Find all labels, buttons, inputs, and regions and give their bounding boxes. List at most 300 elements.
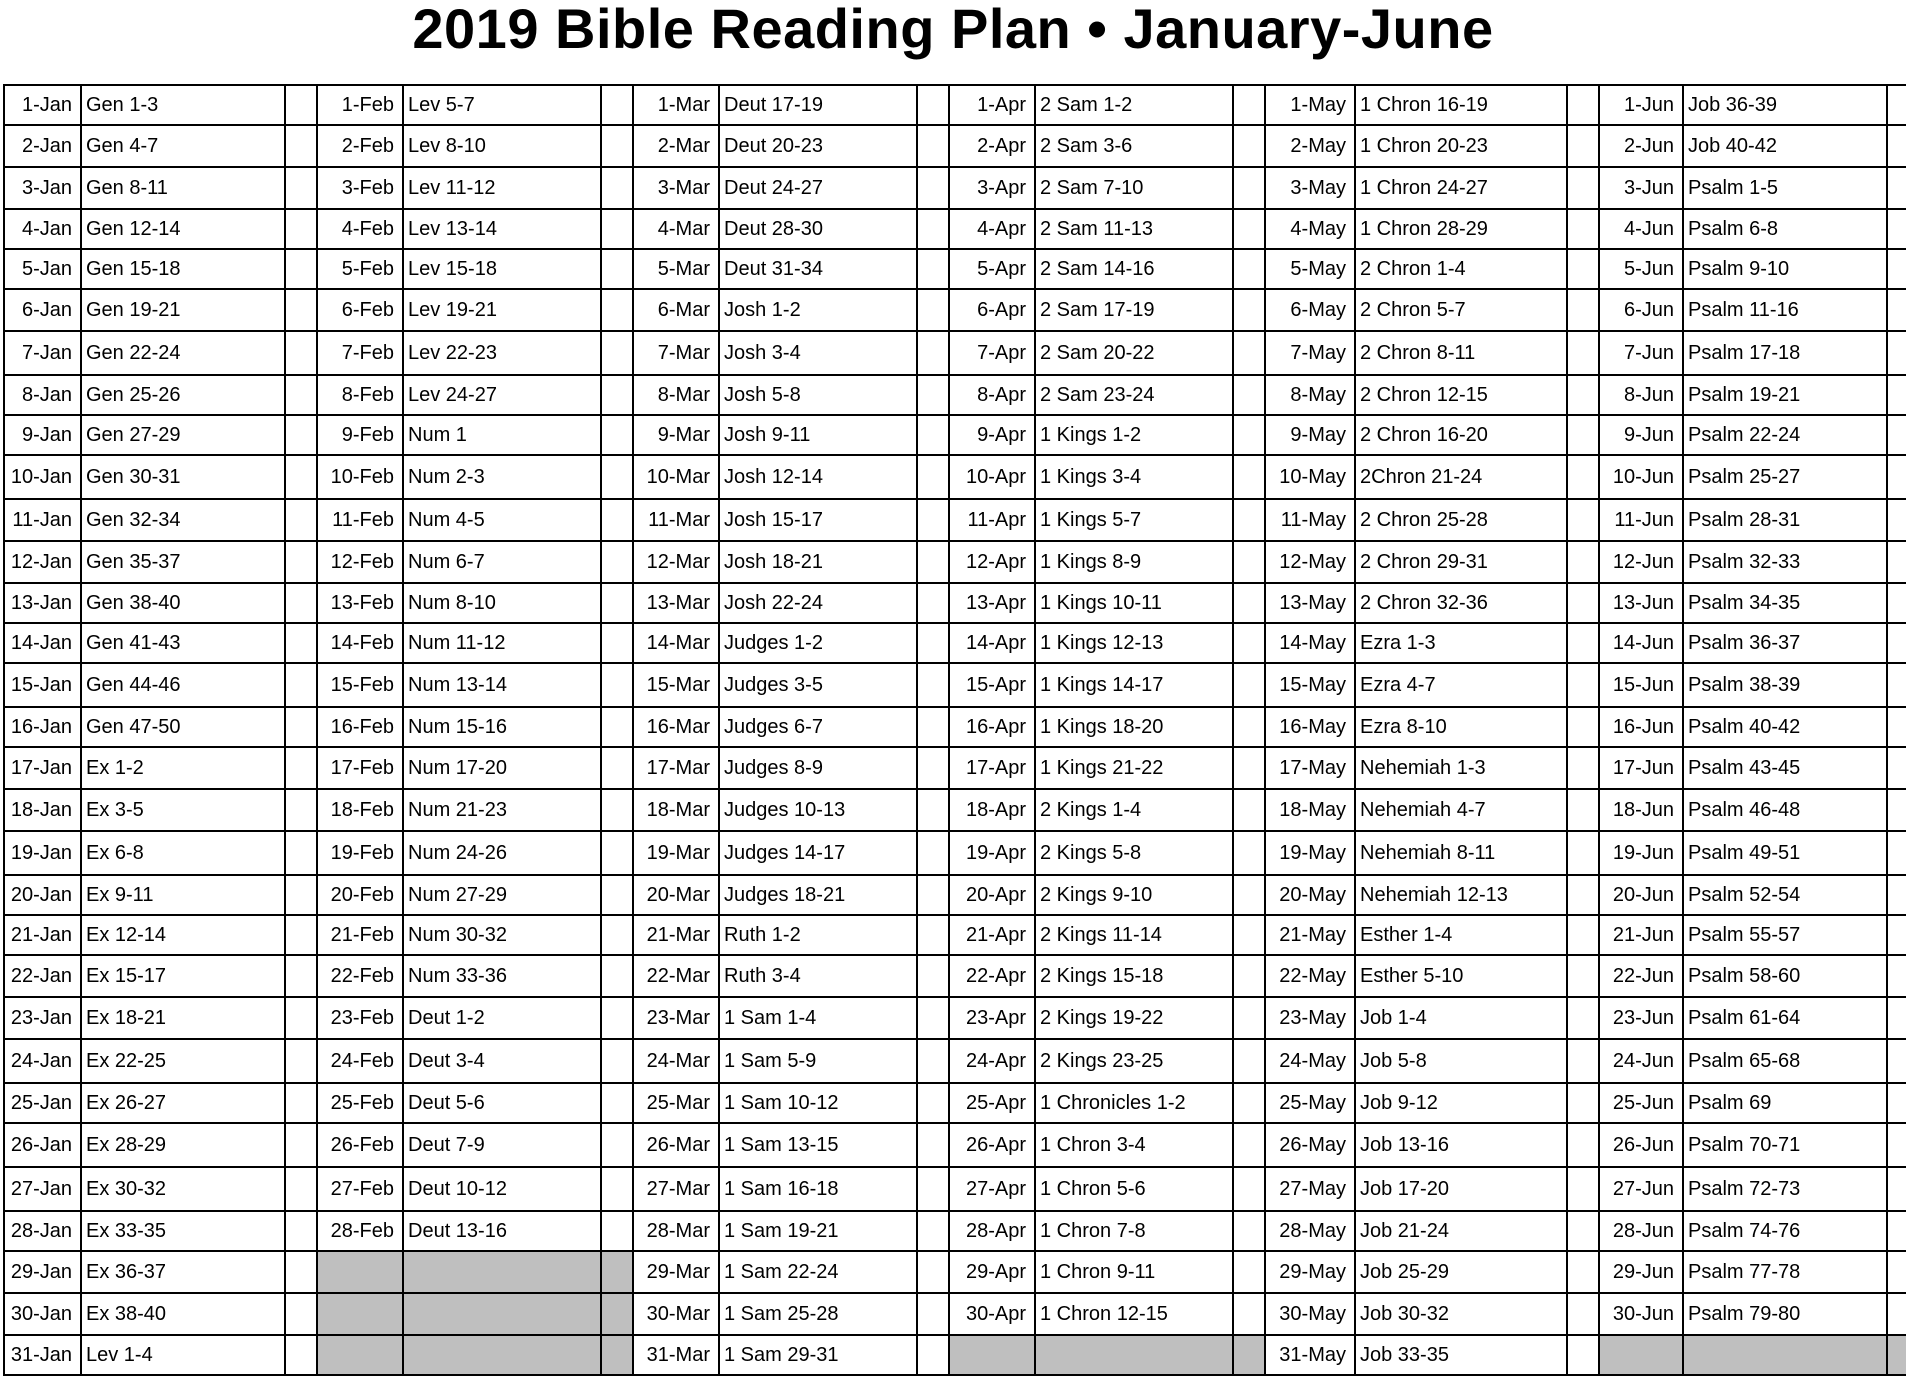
checkbox-cell[interactable]	[1233, 167, 1265, 209]
checkbox-cell[interactable]	[285, 583, 317, 623]
checkbox-cell[interactable]	[917, 289, 949, 331]
checkbox-cell[interactable]	[285, 623, 317, 663]
checkbox-cell[interactable]	[1233, 209, 1265, 249]
reading-cell: Lev 1-4	[81, 1335, 285, 1375]
empty-reading-cell	[403, 1293, 601, 1335]
checkbox-cell[interactable]	[1567, 499, 1599, 541]
checkbox-cell[interactable]	[1887, 415, 1906, 455]
reading-cell: Ezra 8-10	[1355, 707, 1567, 747]
reading-cell: Gen 1-3	[81, 85, 285, 125]
checkbox-cell[interactable]	[1567, 747, 1599, 789]
checkbox-cell[interactable]	[285, 125, 317, 167]
table-row	[4, 1335, 1906, 1375]
checkbox-cell[interactable]	[1887, 1293, 1906, 1335]
checkbox-cell[interactable]	[285, 331, 317, 375]
checkbox-cell[interactable]	[1887, 249, 1906, 289]
table-row	[4, 499, 1906, 541]
checkbox-cell[interactable]	[285, 167, 317, 209]
checkbox-cell[interactable]	[285, 1039, 317, 1083]
checkbox-cell[interactable]	[1887, 1211, 1906, 1251]
checkbox-cell[interactable]	[601, 707, 633, 747]
checkbox-cell[interactable]	[1567, 415, 1599, 455]
checkbox-cell[interactable]	[917, 1335, 949, 1375]
checkbox-cell[interactable]	[1567, 85, 1599, 125]
checkbox-cell[interactable]	[917, 831, 949, 875]
checkbox-cell[interactable]	[285, 831, 317, 875]
checkbox-cell[interactable]	[1567, 249, 1599, 289]
checkbox-cell[interactable]	[601, 1167, 633, 1211]
checkbox-cell[interactable]	[1233, 789, 1265, 831]
empty-reading-cell	[403, 1251, 601, 1293]
reading-cell: 2 Chron 29-31	[1355, 541, 1567, 583]
empty-date-cell	[949, 1335, 1035, 1375]
checkbox-cell[interactable]	[1887, 289, 1906, 331]
checkbox-cell[interactable]	[601, 1039, 633, 1083]
checkbox-cell[interactable]	[285, 1083, 317, 1123]
date-cell: 12-Jun	[1599, 541, 1683, 583]
checkbox-cell[interactable]	[285, 1211, 317, 1251]
checkbox-cell[interactable]	[1567, 455, 1599, 499]
reading-cell: Num 30-32	[403, 915, 601, 955]
date-cell: 17-Apr	[949, 747, 1035, 789]
checkbox-cell[interactable]	[1233, 623, 1265, 663]
checkbox-cell[interactable]	[1233, 499, 1265, 541]
reading-cell: Gen 44-46	[81, 663, 285, 707]
checkbox-cell[interactable]	[1567, 831, 1599, 875]
reading-cell: Lev 19-21	[403, 289, 601, 331]
checkbox-cell[interactable]	[601, 455, 633, 499]
checkbox-cell[interactable]	[285, 541, 317, 583]
date-cell: 5-Jun	[1599, 249, 1683, 289]
date-cell: 17-Feb	[317, 747, 403, 789]
checkbox-cell[interactable]	[1567, 1167, 1599, 1211]
checkbox-cell[interactable]	[917, 375, 949, 415]
empty-checkbox-cell	[1887, 1335, 1906, 1375]
date-cell: 14-Feb	[317, 623, 403, 663]
reading-cell: 2Chron 21-24	[1355, 455, 1567, 499]
reading-cell: 2 Sam 1-2	[1035, 85, 1233, 125]
reading-cell: Num 21-23	[403, 789, 601, 831]
reading-cell: Job 9-12	[1355, 1083, 1567, 1123]
checkbox-cell[interactable]	[1887, 209, 1906, 249]
checkbox-cell[interactable]	[285, 289, 317, 331]
checkbox-cell[interactable]	[1887, 663, 1906, 707]
page-title: 2019 Bible Reading Plan • January-June	[412, 0, 1494, 60]
checkbox-cell[interactable]	[285, 85, 317, 125]
checkbox-cell[interactable]	[1887, 125, 1906, 167]
checkbox-cell[interactable]	[1887, 1167, 1906, 1211]
checkbox-cell[interactable]	[1887, 1083, 1906, 1123]
checkbox-cell[interactable]	[285, 707, 317, 747]
checkbox-cell[interactable]	[601, 955, 633, 997]
checkbox-cell[interactable]	[1567, 875, 1599, 915]
checkbox-cell[interactable]	[1233, 831, 1265, 875]
date-cell: 16-Apr	[949, 707, 1035, 747]
checkbox-cell[interactable]	[917, 167, 949, 209]
checkbox-cell[interactable]	[601, 583, 633, 623]
checkbox-cell[interactable]	[917, 789, 949, 831]
checkbox-cell[interactable]	[1567, 1083, 1599, 1123]
checkbox-cell[interactable]	[1567, 541, 1599, 583]
checkbox-cell[interactable]	[1567, 125, 1599, 167]
empty-date-cell	[317, 1335, 403, 1375]
date-cell: 14-Apr	[949, 623, 1035, 663]
checkbox-cell[interactable]	[601, 415, 633, 455]
checkbox-cell[interactable]	[1567, 789, 1599, 831]
reading-cell: Job 33-35	[1355, 1335, 1567, 1375]
date-cell: 10-Feb	[317, 455, 403, 499]
checkbox-cell[interactable]	[285, 209, 317, 249]
checkbox-cell[interactable]	[285, 915, 317, 955]
reading-cell: Job 1-4	[1355, 997, 1567, 1039]
date-cell: 23-Feb	[317, 997, 403, 1039]
table-row	[4, 875, 1906, 915]
checkbox-cell[interactable]	[917, 1039, 949, 1083]
table-row	[4, 831, 1906, 875]
reading-cell: Job 30-32	[1355, 1293, 1567, 1335]
checkbox-cell[interactable]	[917, 747, 949, 789]
checkbox-cell[interactable]	[1887, 331, 1906, 375]
checkbox-cell[interactable]	[285, 789, 317, 831]
checkbox-cell[interactable]	[917, 1251, 949, 1293]
checkbox-cell[interactable]	[1233, 249, 1265, 289]
reading-cell: Josh 12-14	[719, 455, 917, 499]
checkbox-cell[interactable]	[601, 125, 633, 167]
checkbox-cell[interactable]	[1233, 1039, 1265, 1083]
checkbox-cell[interactable]	[285, 955, 317, 997]
checkbox-cell[interactable]	[601, 747, 633, 789]
table-row	[4, 85, 1906, 125]
checkbox-cell[interactable]	[1233, 875, 1265, 915]
checkbox-cell[interactable]	[601, 167, 633, 209]
checkbox-cell[interactable]	[601, 663, 633, 707]
checkbox-cell[interactable]	[601, 209, 633, 249]
checkbox-cell[interactable]	[1567, 707, 1599, 747]
reading-cell: 2 Kings 1-4	[1035, 789, 1233, 831]
empty-reading-cell	[403, 1335, 601, 1375]
reading-cell: Gen 30-31	[81, 455, 285, 499]
date-cell: 31-Jan	[4, 1335, 81, 1375]
reading-cell: 2 Chron 1-4	[1355, 249, 1567, 289]
checkbox-cell[interactable]	[601, 289, 633, 331]
reading-cell: Psalm 40-42	[1683, 707, 1887, 747]
checkbox-cell[interactable]	[601, 541, 633, 583]
checkbox-cell[interactable]	[285, 249, 317, 289]
checkbox-cell[interactable]	[917, 1083, 949, 1123]
checkbox-cell[interactable]	[601, 997, 633, 1039]
checkbox-cell[interactable]	[917, 455, 949, 499]
checkbox-cell[interactable]	[285, 499, 317, 541]
date-cell: 17-Mar	[633, 747, 719, 789]
checkbox-cell[interactable]	[285, 875, 317, 915]
checkbox-cell[interactable]	[1233, 997, 1265, 1039]
checkbox-cell[interactable]	[285, 747, 317, 789]
date-cell: 5-Feb	[317, 249, 403, 289]
date-cell: 12-Mar	[633, 541, 719, 583]
date-cell: 19-Mar	[633, 831, 719, 875]
checkbox-cell[interactable]	[1567, 289, 1599, 331]
date-cell: 4-Mar	[633, 209, 719, 249]
checkbox-cell[interactable]	[917, 955, 949, 997]
reading-cell: 2 Sam 14-16	[1035, 249, 1233, 289]
table-row	[4, 289, 1906, 331]
checkbox-cell[interactable]	[917, 1123, 949, 1167]
checkbox-cell[interactable]	[601, 789, 633, 831]
reading-cell: Num 8-10	[403, 583, 601, 623]
checkbox-cell[interactable]	[1887, 875, 1906, 915]
checkbox-cell[interactable]	[917, 875, 949, 915]
checkbox-cell[interactable]	[601, 915, 633, 955]
checkbox-cell[interactable]	[1887, 375, 1906, 415]
date-cell: 19-Jun	[1599, 831, 1683, 875]
date-cell: 10-Mar	[633, 455, 719, 499]
reading-cell: Josh 1-2	[719, 289, 917, 331]
table-row	[4, 747, 1906, 789]
reading-cell: Deut 13-16	[403, 1211, 601, 1251]
date-cell: 12-Apr	[949, 541, 1035, 583]
reading-cell: Deut 31-34	[719, 249, 917, 289]
date-cell: 23-Jun	[1599, 997, 1683, 1039]
checkbox-cell[interactable]	[1887, 1251, 1906, 1293]
date-cell: 23-Apr	[949, 997, 1035, 1039]
checkbox-cell[interactable]	[285, 415, 317, 455]
date-cell: 25-Jan	[4, 1083, 81, 1123]
checkbox-cell[interactable]	[1233, 1211, 1265, 1251]
checkbox-cell[interactable]	[1887, 583, 1906, 623]
reading-cell: Judges 3-5	[719, 663, 917, 707]
checkbox-cell[interactable]	[1887, 167, 1906, 209]
date-cell: 25-Mar	[633, 1083, 719, 1123]
checkbox-cell[interactable]	[917, 331, 949, 375]
checkbox-cell[interactable]	[601, 331, 633, 375]
date-cell: 26-Jan	[4, 1123, 81, 1167]
date-cell: 8-Apr	[949, 375, 1035, 415]
reading-cell: Num 24-26	[403, 831, 601, 875]
reading-plan-table	[3, 84, 1906, 1376]
checkbox-cell[interactable]	[917, 1293, 949, 1335]
checkbox-cell[interactable]	[285, 1167, 317, 1211]
reading-cell: 2 Kings 23-25	[1035, 1039, 1233, 1083]
date-cell: 20-Jan	[4, 875, 81, 915]
date-cell: 11-Mar	[633, 499, 719, 541]
checkbox-cell[interactable]	[601, 623, 633, 663]
checkbox-cell[interactable]	[1887, 789, 1906, 831]
checkbox-cell[interactable]	[917, 1211, 949, 1251]
checkbox-cell[interactable]	[1233, 289, 1265, 331]
reading-cell: Psalm 79-80	[1683, 1293, 1887, 1335]
checkbox-cell[interactable]	[1567, 209, 1599, 249]
checkbox-cell[interactable]	[1567, 1335, 1599, 1375]
checkbox-cell[interactable]	[601, 1123, 633, 1167]
reading-cell: Deut 3-4	[403, 1039, 601, 1083]
checkbox-cell[interactable]	[917, 915, 949, 955]
checkbox-cell[interactable]	[1887, 707, 1906, 747]
checkbox-cell[interactable]	[601, 875, 633, 915]
checkbox-cell[interactable]	[285, 1123, 317, 1167]
checkbox-cell[interactable]	[1887, 1123, 1906, 1167]
checkbox-cell[interactable]	[1567, 167, 1599, 209]
checkbox-cell[interactable]	[285, 1335, 317, 1375]
checkbox-cell[interactable]	[917, 85, 949, 125]
checkbox-cell[interactable]	[1567, 623, 1599, 663]
reading-cell: Gen 19-21	[81, 289, 285, 331]
checkbox-cell[interactable]	[601, 375, 633, 415]
reading-cell: Psalm 11-16	[1683, 289, 1887, 331]
checkbox-cell[interactable]	[1233, 455, 1265, 499]
checkbox-cell[interactable]	[601, 831, 633, 875]
date-cell: 22-Mar	[633, 955, 719, 997]
checkbox-cell[interactable]	[1567, 663, 1599, 707]
date-cell: 24-Apr	[949, 1039, 1035, 1083]
date-cell: 16-Jun	[1599, 707, 1683, 747]
date-cell: 19-Feb	[317, 831, 403, 875]
reading-cell: Deut 5-6	[403, 1083, 601, 1123]
checkbox-cell[interactable]	[601, 1211, 633, 1251]
checkbox-cell[interactable]	[1567, 915, 1599, 955]
checkbox-cell[interactable]	[1567, 375, 1599, 415]
reading-cell: Ex 9-11	[81, 875, 285, 915]
date-cell: 13-Apr	[949, 583, 1035, 623]
checkbox-cell[interactable]	[1887, 747, 1906, 789]
table-row	[4, 915, 1906, 955]
reading-cell: Num 33-36	[403, 955, 601, 997]
date-cell: 11-Jun	[1599, 499, 1683, 541]
date-cell: 2-May	[1265, 125, 1355, 167]
date-cell: 18-Mar	[633, 789, 719, 831]
checkbox-cell[interactable]	[1887, 831, 1906, 875]
reading-cell: Judges 18-21	[719, 875, 917, 915]
checkbox-cell[interactable]	[285, 375, 317, 415]
checkbox-cell[interactable]	[285, 1251, 317, 1293]
date-cell: 8-May	[1265, 375, 1355, 415]
checkbox-cell[interactable]	[917, 1167, 949, 1211]
checkbox-cell[interactable]	[1233, 1083, 1265, 1123]
checkbox-cell[interactable]	[917, 541, 949, 583]
checkbox-cell[interactable]	[1567, 1123, 1599, 1167]
empty-reading-cell	[1035, 1335, 1233, 1375]
date-cell: 2-Jun	[1599, 125, 1683, 167]
reading-cell: 2 Chron 25-28	[1355, 499, 1567, 541]
date-cell: 1-Jan	[4, 85, 81, 125]
checkbox-cell[interactable]	[1887, 455, 1906, 499]
reading-cell: Psalm 46-48	[1683, 789, 1887, 831]
checkbox-cell[interactable]	[285, 997, 317, 1039]
checkbox-cell[interactable]	[285, 663, 317, 707]
date-cell: 9-Jan	[4, 415, 81, 455]
checkbox-cell[interactable]	[1567, 997, 1599, 1039]
reading-cell: Num 17-20	[403, 747, 601, 789]
checkbox-cell[interactable]	[917, 249, 949, 289]
checkbox-cell[interactable]	[1233, 747, 1265, 789]
checkbox-cell[interactable]	[1887, 1039, 1906, 1083]
checkbox-cell[interactable]	[1567, 1039, 1599, 1083]
checkbox-cell[interactable]	[917, 209, 949, 249]
checkbox-cell[interactable]	[1233, 331, 1265, 375]
checkbox-cell[interactable]	[601, 85, 633, 125]
date-cell: 10-Jun	[1599, 455, 1683, 499]
checkbox-cell[interactable]	[1233, 375, 1265, 415]
table-row	[4, 415, 1906, 455]
date-cell: 16-May	[1265, 707, 1355, 747]
checkbox-cell[interactable]	[1887, 915, 1906, 955]
checkbox-cell[interactable]	[1233, 663, 1265, 707]
checkbox-cell[interactable]	[1567, 955, 1599, 997]
checkbox-cell[interactable]	[601, 1083, 633, 1123]
checkbox-cell[interactable]	[1567, 1293, 1599, 1335]
table-row	[4, 167, 1906, 209]
checkbox-cell[interactable]	[917, 623, 949, 663]
checkbox-cell[interactable]	[917, 499, 949, 541]
checkbox-cell[interactable]	[1233, 955, 1265, 997]
checkbox-cell[interactable]	[1233, 1251, 1265, 1293]
checkbox-cell[interactable]	[1233, 583, 1265, 623]
reading-cell: Ex 12-14	[81, 915, 285, 955]
checkbox-cell[interactable]	[917, 663, 949, 707]
reading-cell: Josh 15-17	[719, 499, 917, 541]
reading-cell: Esther 5-10	[1355, 955, 1567, 997]
checkbox-cell[interactable]	[1567, 583, 1599, 623]
reading-cell: Psalm 38-39	[1683, 663, 1887, 707]
date-cell: 22-Jan	[4, 955, 81, 997]
checkbox-cell[interactable]	[1233, 85, 1265, 125]
checkbox-cell[interactable]	[917, 997, 949, 1039]
checkbox-cell[interactable]	[1887, 541, 1906, 583]
reading-cell: Psalm 58-60	[1683, 955, 1887, 997]
table-row	[4, 1211, 1906, 1251]
date-cell: 13-Jun	[1599, 583, 1683, 623]
checkbox-cell[interactable]	[1233, 1293, 1265, 1335]
checkbox-cell[interactable]	[917, 583, 949, 623]
date-cell: 9-Mar	[633, 415, 719, 455]
reading-cell: Ex 33-35	[81, 1211, 285, 1251]
checkbox-cell[interactable]	[1233, 915, 1265, 955]
checkbox-cell[interactable]	[601, 249, 633, 289]
date-cell: 29-May	[1265, 1251, 1355, 1293]
checkbox-cell[interactable]	[1233, 1123, 1265, 1167]
checkbox-cell[interactable]	[1887, 499, 1906, 541]
reading-cell: Gen 25-26	[81, 375, 285, 415]
reading-cell: Josh 22-24	[719, 583, 917, 623]
checkbox-cell[interactable]	[1233, 707, 1265, 747]
date-cell: 21-Jan	[4, 915, 81, 955]
reading-cell: 2 Sam 7-10	[1035, 167, 1233, 209]
reading-cell: Psalm 1-5	[1683, 167, 1887, 209]
checkbox-cell[interactable]	[1887, 955, 1906, 997]
checkbox-cell[interactable]	[1887, 623, 1906, 663]
reading-cell: Psalm 72-73	[1683, 1167, 1887, 1211]
checkbox-cell[interactable]	[1887, 997, 1906, 1039]
checkbox-cell[interactable]	[1233, 125, 1265, 167]
checkbox-cell[interactable]	[1887, 85, 1906, 125]
reading-cell: 1 Chron 5-6	[1035, 1167, 1233, 1211]
checkbox-cell[interactable]	[1233, 1167, 1265, 1211]
checkbox-cell[interactable]	[285, 1293, 317, 1335]
reading-cell: Josh 9-11	[719, 415, 917, 455]
date-cell: 17-May	[1265, 747, 1355, 789]
checkbox-cell[interactable]	[285, 455, 317, 499]
checkbox-cell[interactable]	[1233, 541, 1265, 583]
checkbox-cell[interactable]	[1233, 415, 1265, 455]
reading-cell: Gen 4-7	[81, 125, 285, 167]
checkbox-cell[interactable]	[917, 415, 949, 455]
reading-cell: Psalm 69	[1683, 1083, 1887, 1123]
checkbox-cell[interactable]	[1567, 1211, 1599, 1251]
checkbox-cell[interactable]	[917, 125, 949, 167]
checkbox-cell[interactable]	[601, 499, 633, 541]
checkbox-cell[interactable]	[1567, 331, 1599, 375]
checkbox-cell[interactable]	[917, 707, 949, 747]
checkbox-cell[interactable]	[1567, 1251, 1599, 1293]
